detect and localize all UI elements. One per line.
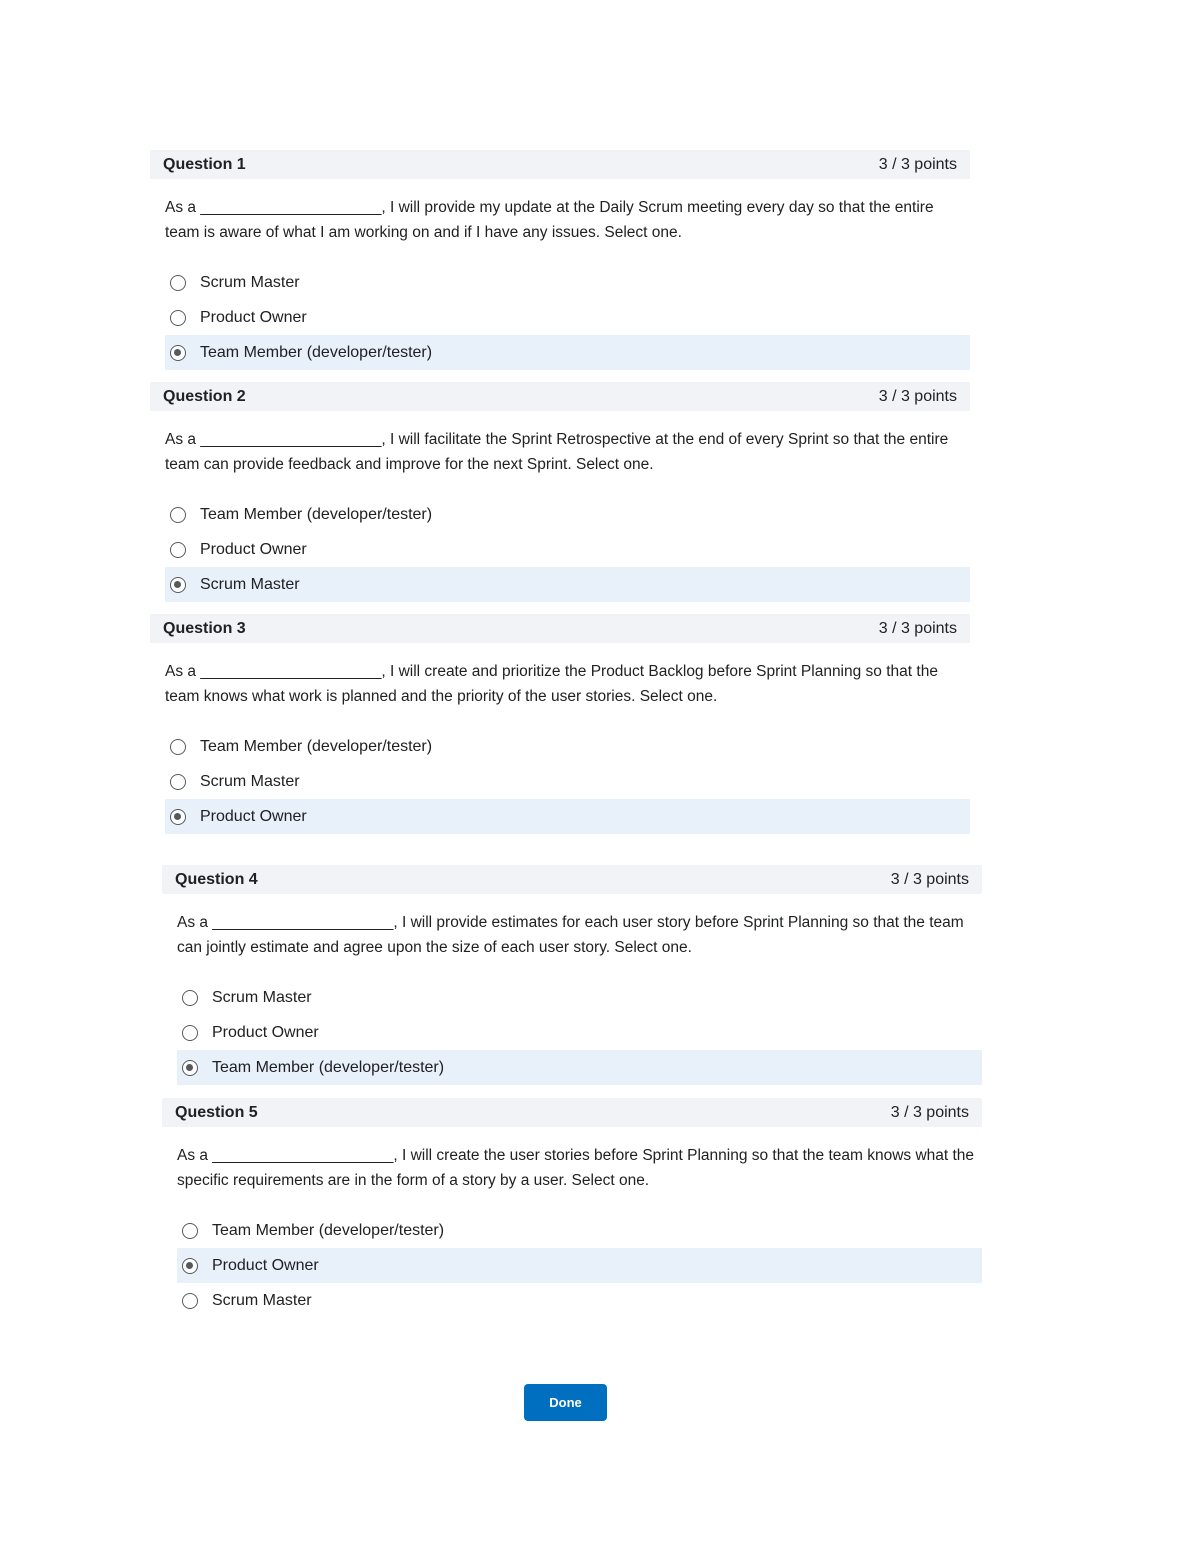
question-2 (150, 382, 970, 602)
answer-label: Scrum Master (212, 1291, 312, 1309)
answer-label: Team Member (developer/tester) (200, 505, 433, 523)
answer-options (177, 980, 982, 1085)
question-points: 3 / 3 points (878, 387, 957, 405)
answer-label: Scrum Master (200, 575, 300, 593)
radio-button-checked[interactable] (170, 577, 186, 593)
radio-button[interactable] (170, 507, 186, 523)
answer-option[interactable] (177, 1213, 982, 1248)
radio-button[interactable] (170, 739, 186, 755)
answer-label: Product Owner (212, 1023, 319, 1041)
answer-options (177, 1213, 982, 1318)
question-header (150, 382, 970, 411)
answer-options (165, 497, 970, 602)
answer-option[interactable] (165, 265, 970, 300)
question-points: 3 / 3 points (890, 1103, 969, 1121)
radio-button[interactable] (182, 1293, 198, 1309)
radio-button[interactable] (170, 542, 186, 558)
answer-label: Team Member (developer/tester) (200, 343, 433, 361)
question-title: Question 4 (175, 870, 258, 888)
question-text: As a _____________________, I will facilitate the Sprint Retrospective at the end of every Sprint so that the entire team can provide feedback and improve for the next Sprint. Select one. (165, 431, 949, 473)
radio-button[interactable] (182, 1025, 198, 1041)
question-4 (162, 865, 982, 1085)
answer-option-selected[interactable] (177, 1248, 982, 1283)
question-1 (150, 150, 970, 370)
answer-option[interactable] (177, 980, 982, 1015)
question-text: As a _____________________, I will provide estimates for each user story before Sprint Planning so that the team can jointly estimate and agree upon the size of each user story. Select one. (177, 914, 964, 956)
answer-option[interactable] (165, 300, 970, 335)
question-points: 3 / 3 points (878, 155, 957, 173)
radio-button[interactable] (170, 774, 186, 790)
answer-option-selected[interactable] (165, 335, 970, 370)
radio-button[interactable] (170, 275, 186, 291)
radio-button[interactable] (170, 310, 186, 326)
radio-button-checked[interactable] (182, 1060, 198, 1076)
radio-button-checked[interactable] (182, 1258, 198, 1274)
answer-option[interactable] (177, 1283, 982, 1318)
answer-option-selected[interactable] (165, 567, 970, 602)
question-5 (162, 1098, 982, 1318)
radio-button[interactable] (182, 990, 198, 1006)
answer-label: Product Owner (200, 308, 307, 326)
question-title: Question 1 (163, 155, 246, 173)
question-title: Question 5 (175, 1103, 258, 1121)
question-header (150, 150, 970, 179)
answer-option-selected[interactable] (165, 799, 970, 834)
done-button[interactable]: Done (524, 1384, 607, 1421)
answer-label: Product Owner (212, 1256, 319, 1274)
question-text: As a _____________________, I will provide my update at the Daily Scrum meeting every day so that the entire team is aware of what I am working on and if I have any issues. Select one. (165, 199, 934, 241)
question-header (162, 865, 982, 894)
answer-label: Scrum Master (212, 988, 312, 1006)
question-title: Question 2 (163, 387, 246, 405)
answer-option-selected[interactable] (177, 1050, 982, 1085)
answer-label: Scrum Master (200, 273, 300, 291)
answer-option[interactable] (165, 729, 970, 764)
question-text: As a _____________________, I will create and prioritize the Product Backlog before Sprint Planning so that the team knows what work is planned and the priority of the user stories. Select one. (165, 663, 938, 705)
answer-label: Team Member (developer/tester) (212, 1221, 445, 1239)
answer-option[interactable] (177, 1015, 982, 1050)
answer-options (165, 729, 970, 834)
answer-label: Team Member (developer/tester) (200, 737, 433, 755)
answer-label: Scrum Master (200, 772, 300, 790)
question-points: 3 / 3 points (878, 619, 957, 637)
radio-button[interactable] (182, 1223, 198, 1239)
answer-option[interactable] (165, 764, 970, 799)
question-points: 3 / 3 points (890, 870, 969, 888)
radio-button-checked[interactable] (170, 345, 186, 361)
answer-option[interactable] (165, 532, 970, 567)
radio-button-checked[interactable] (170, 809, 186, 825)
question-title: Question 3 (163, 619, 246, 637)
answer-option[interactable] (165, 497, 970, 532)
question-text: As a _____________________, I will create the user stories before Sprint Planning so that the team knows what the specific requirements are in the form of a story by a user. Select one. (177, 1147, 975, 1189)
question-header (162, 1098, 982, 1127)
answer-label: Team Member (developer/tester) (212, 1058, 445, 1076)
answer-label: Product Owner (200, 540, 307, 558)
question-3 (150, 614, 970, 834)
question-header (150, 614, 970, 643)
answer-options (165, 265, 970, 370)
answer-label: Product Owner (200, 807, 307, 825)
